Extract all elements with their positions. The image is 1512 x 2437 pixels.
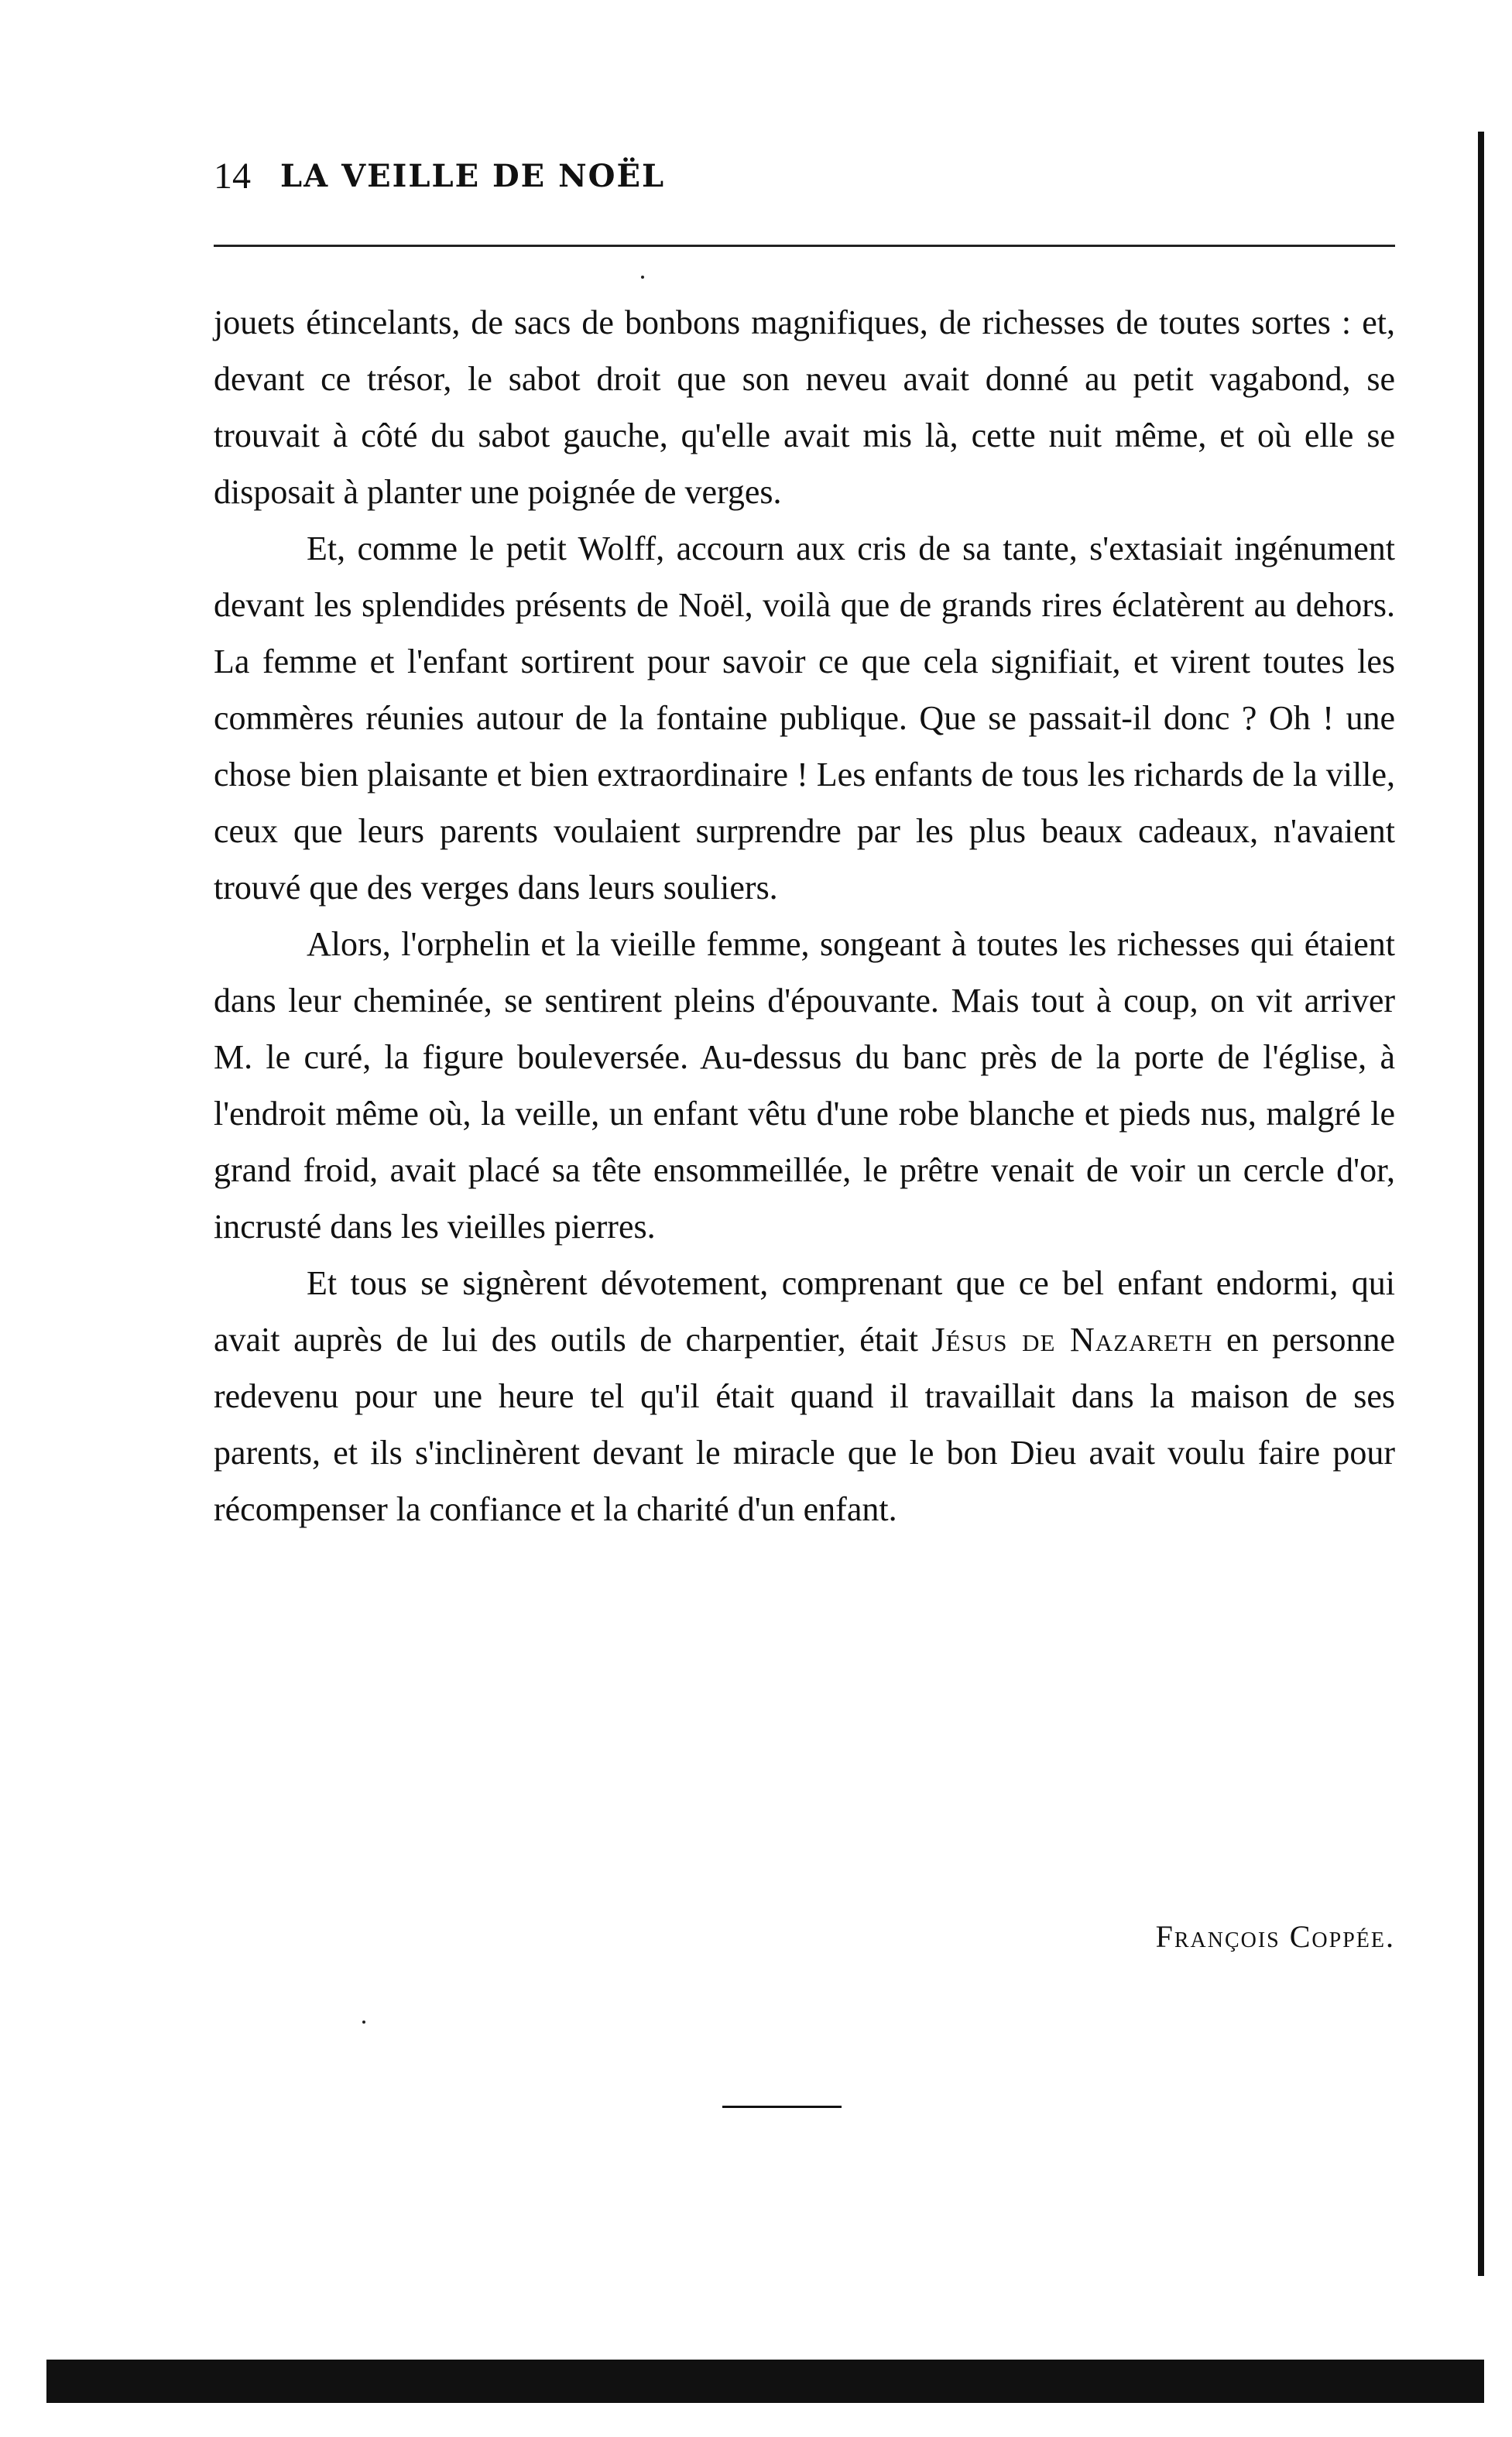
paragraph-final [214,1255,1395,1537]
paragraph-text: Et tous se signèrent dévotement, comprenant que ce bel enfant endormi, qui avait auprès de lui des outils de charpentier, était [214,1264,1395,1359]
author-signature: François Coppée. [1155,1919,1395,1954]
print-speck [641,276,644,279]
scan-right-edge [1478,132,1484,2276]
running-title: LA VEILLE DE NOËL [280,157,666,194]
paragraph: Alors, l'orphelin et la vieille femme, songeant à toutes les richesses qui étaient dans leur cheminée, se sentirent pleins d'épouvante. Mais tout à coup, on vit arriver M. le curé, la figure bouleversée. Au-dessus du banc près de la porte de l'église, à l'endroit même où, la veille, un enfant vêtu d'une robe blanche et pieds nus, malgré le grand froid, avait placé sa tête ensommeillée, le prêtre venait de voir un cercle d'or, incrusté dans les vieilles pierres. [214,925,1395,1246]
running-head [214,153,1395,198]
paragraph-text: en personne redevenu pour une heure tel qu'il était quand il travaillait dans la maison de ses parents, et ils s'inclinèrent devant le miracle que le bon Dieu avait voulu faire pour récompenser la confiance et la charité d'un enfant. [214,1321,1395,1528]
name-small-caps: Jésus de Nazareth [931,1321,1213,1359]
paragraph-continued: jouets étincelants, de sacs de bonbons magnifiques, de richesses de toutes sortes : et, devant ce trésor, le sabot droit que son neveu avait donné au petit vagabond, se trouvait à côté du sabot gauche, qu'elle avait mis là, cette nuit même, et où elle se disposait à planter une poignée de verges. [214,303,1395,511]
paragraph: Et, comme le petit Wolff, accourn aux cris de sa tante, s'extasiait ingénument devant les splendides présents de Noël, voilà que de grands rires éclatèrent au dehors. La femme et l'enfant sortirent pour savoir ce que cela signifiait, et virent toutes les commères réunies autour de la fontaine publique. Que se passait-il donc ? Oh ! une chose bien plaisante et bien extraordinaire ! Les enfants de tous les richards de la ville, ceux que leurs parents voulaient surprendre par les plus beaux cadeaux, n'avaient trouvé que des verges dans leurs souliers. [214,530,1395,907]
body-text [214,294,1395,1537]
page-number: 14 [214,155,251,197]
scan-bottom-edge [46,2360,1484,2403]
end-rule [722,2106,842,2108]
header-rule [214,245,1395,247]
print-speck [362,2021,365,2024]
